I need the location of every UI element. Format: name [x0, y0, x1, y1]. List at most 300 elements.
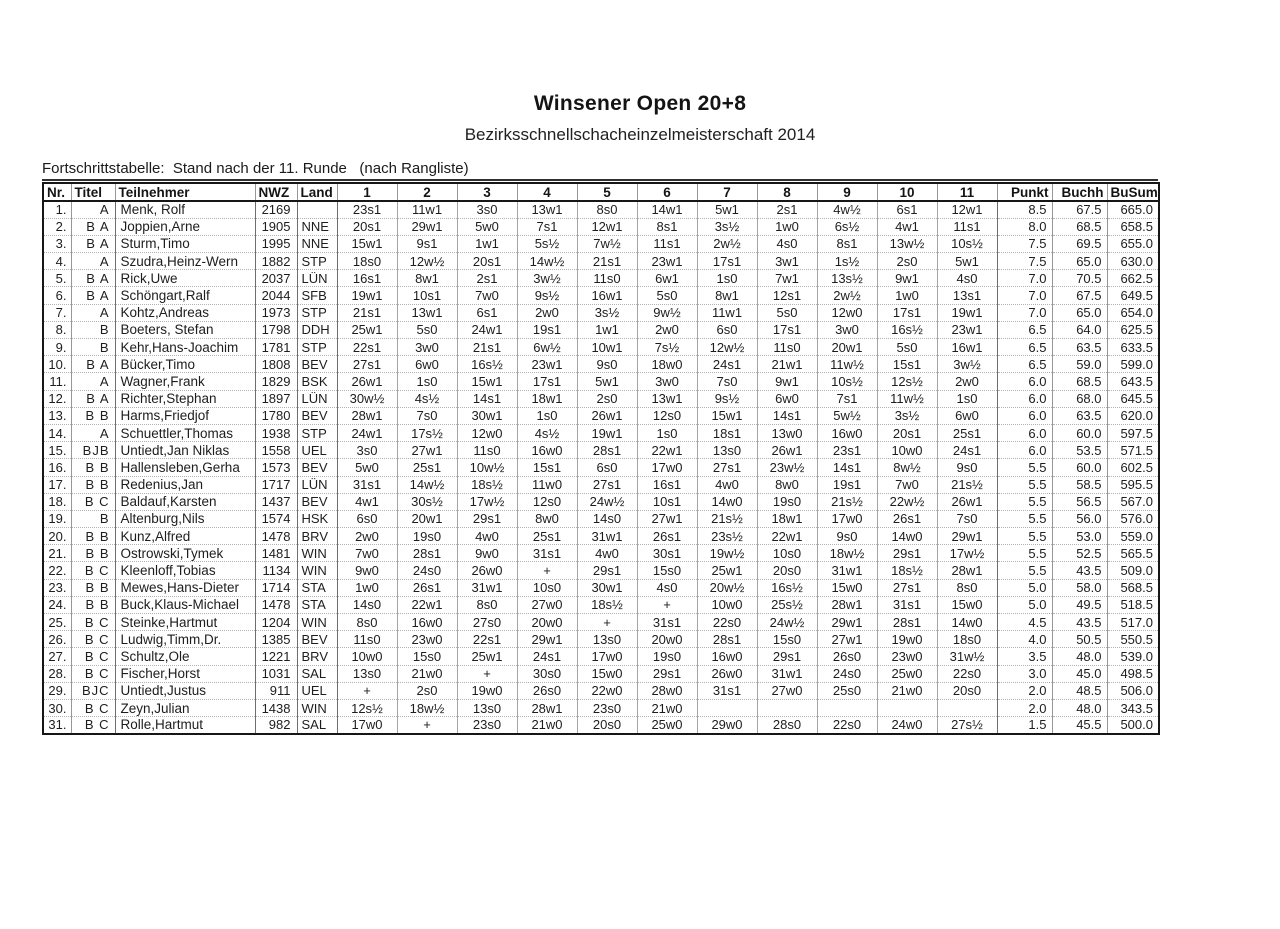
cell-round: 26s0	[517, 682, 577, 699]
cell-round: 20s1	[457, 253, 517, 270]
cell-titel: B A	[71, 218, 115, 235]
cell-round: 2s1	[757, 201, 817, 218]
cell-buchh: 45.5	[1052, 717, 1107, 734]
cell-titel: B	[71, 510, 115, 527]
cell-round	[937, 699, 997, 716]
cell-round: 24w½	[577, 493, 637, 510]
cell-round: 18w½	[817, 545, 877, 562]
col-header-6: 6	[637, 183, 697, 201]
cell-round: 5s0	[877, 339, 937, 356]
cell-round: 1s0	[517, 407, 577, 424]
cell-nwz: 911	[255, 682, 297, 699]
cell-round: 15s0	[397, 648, 457, 665]
cell-nwz: 1938	[255, 424, 297, 441]
cell-round: 27w0	[757, 682, 817, 699]
cell-round: 22s0	[697, 614, 757, 631]
cell-round: 13s0	[337, 665, 397, 682]
cell-round: 3w1	[757, 253, 817, 270]
cell-round: 4w½	[817, 201, 877, 218]
cell-round: 5s0	[637, 287, 697, 304]
cell-round: 4s½	[397, 390, 457, 407]
cell-busum: 654.0	[1107, 304, 1159, 321]
cell-round: 13w1	[397, 304, 457, 321]
cell-round: 4s0	[757, 235, 817, 252]
cell-land: UEL	[297, 682, 337, 699]
cell-round: 29w1	[937, 528, 997, 545]
cell-round: 6s1	[457, 304, 517, 321]
cell-punkt: 2.0	[997, 682, 1052, 699]
cell-round: 8s0	[577, 201, 637, 218]
cell-buchh: 43.5	[1052, 614, 1107, 631]
cell-round: 9s½	[517, 287, 577, 304]
cell-nr: 5.	[43, 270, 71, 287]
cell-punkt: 8.5	[997, 201, 1052, 218]
cell-busum: 599.0	[1107, 356, 1159, 373]
cell-round: 2s0	[397, 682, 457, 699]
cell-nwz: 2044	[255, 287, 297, 304]
cell-round: 14w½	[517, 253, 577, 270]
cell-round: 4s0	[937, 270, 997, 287]
cell-round: 3s½	[577, 304, 637, 321]
cell-round: 17w½	[937, 545, 997, 562]
cell-name: Bücker,Timo	[115, 356, 255, 373]
cell-punkt: 7.5	[997, 235, 1052, 252]
cell-round: 23w0	[397, 631, 457, 648]
cell-round: 3w0	[637, 373, 697, 390]
cell-land: LÜN	[297, 270, 337, 287]
cell-titel: B B	[71, 596, 115, 613]
col-header-1: 1	[337, 183, 397, 201]
cell-round: 27s½	[937, 717, 997, 734]
cell-land: LÜN	[297, 476, 337, 493]
table-row	[43, 339, 1159, 356]
cell-round	[817, 699, 877, 716]
col-header-7: 7	[697, 183, 757, 201]
cell-name: Untiedt,Jan Niklas	[115, 442, 255, 459]
cell-titel: B B	[71, 407, 115, 424]
cell-round: 17w0	[637, 459, 697, 476]
cell-punkt: 7.0	[997, 287, 1052, 304]
cell-round: 8w1	[697, 287, 757, 304]
cell-nr: 28.	[43, 665, 71, 682]
cell-round: 7s1	[517, 218, 577, 235]
cell-round: 27s0	[457, 614, 517, 631]
cell-buchh: 65.0	[1052, 304, 1107, 321]
cell-round: 17s1	[877, 304, 937, 321]
cell-round: 17s½	[397, 424, 457, 441]
cell-round: 12s½	[877, 373, 937, 390]
cell-land: STP	[297, 253, 337, 270]
cell-busum: 565.5	[1107, 545, 1159, 562]
cell-round: 15w1	[697, 407, 757, 424]
cell-round: 25s½	[757, 596, 817, 613]
cell-punkt: 2.0	[997, 699, 1052, 716]
cell-round: 1s0	[397, 373, 457, 390]
cell-round: 9s1	[397, 235, 457, 252]
cell-buchh: 53.0	[1052, 528, 1107, 545]
cell-round: 28w1	[817, 596, 877, 613]
cell-buchh: 58.0	[1052, 579, 1107, 596]
cell-round: 11s0	[757, 339, 817, 356]
cell-round: 12w½	[697, 339, 757, 356]
cell-nr: 21.	[43, 545, 71, 562]
table-row	[43, 442, 1159, 459]
cell-round: 29w1	[817, 614, 877, 631]
cell-titel: BJB	[71, 442, 115, 459]
cell-round: 3s½	[697, 218, 757, 235]
cell-round: 29w1	[397, 218, 457, 235]
cell-name: Schultz,Ole	[115, 648, 255, 665]
cell-busum: 498.5	[1107, 665, 1159, 682]
cell-buchh: 48.5	[1052, 682, 1107, 699]
cell-round: 9w1	[757, 373, 817, 390]
cell-round: 11s0	[577, 270, 637, 287]
cell-round: 11w1	[697, 304, 757, 321]
cell-land: WIN	[297, 562, 337, 579]
cell-round: 1w0	[337, 579, 397, 596]
cell-titel: B C	[71, 493, 115, 510]
cell-round: 22s1	[337, 339, 397, 356]
cell-round: 21s½	[937, 476, 997, 493]
cell-buchh: 48.0	[1052, 699, 1107, 716]
cell-round: 18s½	[577, 596, 637, 613]
cell-round: 3w0	[817, 321, 877, 338]
cell-punkt: 6.0	[997, 424, 1052, 441]
table-row	[43, 459, 1159, 476]
cell-nwz: 1808	[255, 356, 297, 373]
document-subtitle: Bezirksschnellschacheinzelmeisterschaft 2014	[464, 125, 816, 144]
cell-round: 27w1	[637, 510, 697, 527]
cell-round: 26w0	[457, 562, 517, 579]
cell-busum: 595.5	[1107, 476, 1159, 493]
col-header-2: 2	[397, 183, 457, 201]
cell-punkt: 5.5	[997, 476, 1052, 493]
cell-name: Hallensleben,Gerha	[115, 459, 255, 476]
cell-name: Altenburg,Nils	[115, 510, 255, 527]
cell-round: 28s1	[577, 442, 637, 459]
cell-round: 14w1	[637, 201, 697, 218]
cell-buchh: 60.0	[1052, 424, 1107, 441]
cell-round: 4w0	[577, 545, 637, 562]
cell-nwz: 1481	[255, 545, 297, 562]
cell-round: 22w½	[877, 493, 937, 510]
col-header-11: 11	[937, 183, 997, 201]
cell-round: 12w½	[397, 253, 457, 270]
cell-round: 3s0	[337, 442, 397, 459]
cell-land: NNE	[297, 235, 337, 252]
cell-nr: 26.	[43, 631, 71, 648]
cell-round: 5w½	[817, 407, 877, 424]
table-row	[43, 596, 1159, 613]
col-header-4: 4	[517, 183, 577, 201]
cell-punkt: 7.0	[997, 270, 1052, 287]
cell-punkt: 5.0	[997, 596, 1052, 613]
cell-round: 16w0	[817, 424, 877, 441]
cell-nr: 6.	[43, 287, 71, 304]
cell-round: 28s1	[397, 545, 457, 562]
header-row	[43, 183, 1159, 201]
cell-round: 16w1	[577, 287, 637, 304]
cell-round: 25w0	[877, 665, 937, 682]
cell-nwz: 1438	[255, 699, 297, 716]
cell-nwz: 1134	[255, 562, 297, 579]
cell-round: 4s0	[637, 579, 697, 596]
cell-busum: 649.5	[1107, 287, 1159, 304]
cell-round: 18w0	[637, 356, 697, 373]
cell-round: 31w1	[457, 579, 517, 596]
cell-round: 15w0	[817, 579, 877, 596]
cell-land: SFB	[297, 287, 337, 304]
cell-round: 24s1	[517, 648, 577, 665]
cell-punkt: 7.5	[997, 253, 1052, 270]
cell-round: 30w1	[577, 579, 637, 596]
cell-round: 31w½	[937, 648, 997, 665]
cell-round: 10w½	[457, 459, 517, 476]
table-row	[43, 201, 1159, 218]
cell-punkt: 5.5	[997, 545, 1052, 562]
cell-round: 3s½	[877, 407, 937, 424]
cell-round: 20s1	[877, 424, 937, 441]
cell-land: WIN	[297, 699, 337, 716]
cell-round: 9s0	[577, 356, 637, 373]
cell-land: STP	[297, 424, 337, 441]
cell-nwz: 1717	[255, 476, 297, 493]
cell-round: 14s1	[757, 407, 817, 424]
cell-round: 5w1	[577, 373, 637, 390]
table-row	[43, 493, 1159, 510]
cell-buchh: 69.5	[1052, 235, 1107, 252]
cell-round: 23s1	[817, 442, 877, 459]
cell-busum: 500.0	[1107, 717, 1159, 734]
cell-round: 6s0	[697, 321, 757, 338]
cell-round: 14s1	[817, 459, 877, 476]
cell-round: 7s½	[637, 339, 697, 356]
table-row	[43, 579, 1159, 596]
cell-round: 10w0	[877, 442, 937, 459]
cell-round: +	[637, 596, 697, 613]
cell-land	[297, 201, 337, 218]
cell-titel: B C	[71, 648, 115, 665]
cell-round: 24w½	[757, 614, 817, 631]
table-row	[43, 407, 1159, 424]
cell-titel: B	[71, 321, 115, 338]
cell-round: 7s0	[397, 407, 457, 424]
cell-round: 16w1	[937, 339, 997, 356]
cell-nwz: 1973	[255, 304, 297, 321]
cell-busum: 539.0	[1107, 648, 1159, 665]
cell-round: 12w1	[577, 218, 637, 235]
cell-round: 7s0	[697, 373, 757, 390]
cell-round: 2s1	[457, 270, 517, 287]
cell-round: 12s0	[637, 407, 697, 424]
cell-round: 15s0	[637, 562, 697, 579]
cell-land: LÜN	[297, 390, 337, 407]
cell-titel: B B	[71, 476, 115, 493]
cell-buchh: 43.5	[1052, 562, 1107, 579]
cell-round: 15w1	[337, 235, 397, 252]
cell-round: 18w1	[757, 510, 817, 527]
cell-round: 14s0	[577, 510, 637, 527]
cell-round: 6w½	[517, 339, 577, 356]
cell-round: 10s½	[937, 235, 997, 252]
cell-punkt: 5.5	[997, 510, 1052, 527]
cell-round: 4w1	[877, 218, 937, 235]
cell-round: 6s0	[577, 459, 637, 476]
cell-buchh: 48.0	[1052, 648, 1107, 665]
table-row	[43, 287, 1159, 304]
cell-round: 10s0	[517, 579, 577, 596]
cell-round: 18w½	[397, 699, 457, 716]
cell-land: SAL	[297, 717, 337, 734]
cell-round: 30s1	[637, 545, 697, 562]
cell-nr: 10.	[43, 356, 71, 373]
cell-round: 1w0	[877, 287, 937, 304]
cell-round: 4s½	[517, 424, 577, 441]
cell-busum: 576.0	[1107, 510, 1159, 527]
cell-buchh: 67.5	[1052, 287, 1107, 304]
cell-round: 26s1	[877, 510, 937, 527]
cell-round: 1s0	[637, 424, 697, 441]
cell-land: BRV	[297, 648, 337, 665]
cell-round: 17w½	[457, 493, 517, 510]
cell-round: 8s0	[337, 614, 397, 631]
cell-round: 28s0	[757, 717, 817, 734]
cell-round: 25s1	[397, 459, 457, 476]
cell-round: 11w½	[877, 390, 937, 407]
cell-buchh: 58.5	[1052, 476, 1107, 493]
table-row	[43, 545, 1159, 562]
cell-nr: 25.	[43, 614, 71, 631]
cell-titel: B C	[71, 631, 115, 648]
cell-round: 19s0	[397, 528, 457, 545]
cell-land: BEV	[297, 631, 337, 648]
cell-round: 18w1	[517, 390, 577, 407]
cell-round: 1w0	[757, 218, 817, 235]
table-row	[43, 682, 1159, 699]
cell-round: 11s1	[937, 218, 997, 235]
cell-round: 5w0	[457, 218, 517, 235]
cell-round: 31w1	[577, 528, 637, 545]
cell-name: Fischer,Horst	[115, 665, 255, 682]
cell-round: +	[577, 614, 637, 631]
cell-round: 15s1	[877, 356, 937, 373]
cell-land: WIN	[297, 545, 337, 562]
cell-round: 21w0	[517, 717, 577, 734]
cell-nwz: 2169	[255, 201, 297, 218]
cell-busum: 506.0	[1107, 682, 1159, 699]
cell-round: 24w0	[877, 717, 937, 734]
cell-titel: B B	[71, 545, 115, 562]
cell-nr: 12.	[43, 390, 71, 407]
cell-round: 8w0	[517, 510, 577, 527]
col-header-buchh: Buchh	[1052, 183, 1107, 201]
cell-buchh: 49.5	[1052, 596, 1107, 613]
cell-nwz: 1780	[255, 407, 297, 424]
cell-land: BEV	[297, 459, 337, 476]
cell-round: 26w1	[937, 493, 997, 510]
cell-punkt: 8.0	[997, 218, 1052, 235]
cell-round: 15s1	[517, 459, 577, 476]
cell-round: 12w1	[937, 201, 997, 218]
cell-round: 27w1	[817, 631, 877, 648]
cell-round: 8s1	[817, 235, 877, 252]
cell-round: 17w0	[577, 648, 637, 665]
table-row	[43, 373, 1159, 390]
table-row	[43, 510, 1159, 527]
cell-name: Richter,Stephan	[115, 390, 255, 407]
cell-nwz: 1574	[255, 510, 297, 527]
cell-name: Boeters, Stefan	[115, 321, 255, 338]
cell-round: 13w1	[517, 201, 577, 218]
cell-nwz: 1798	[255, 321, 297, 338]
cell-nwz: 1204	[255, 614, 297, 631]
cell-round: 30w½	[337, 390, 397, 407]
cell-round: 18s½	[877, 562, 937, 579]
cell-punkt: 6.0	[997, 390, 1052, 407]
cell-round: 16s½	[757, 579, 817, 596]
col-header-teilnehmer: Teilnehmer	[115, 183, 255, 201]
cell-round: 19w1	[937, 304, 997, 321]
cell-titel: B B	[71, 528, 115, 545]
cell-titel: A	[71, 201, 115, 218]
col-header-nwz: NWZ	[255, 183, 297, 201]
cell-titel: B C	[71, 562, 115, 579]
cell-nwz: 1478	[255, 596, 297, 613]
cell-round: 5s0	[397, 321, 457, 338]
cell-name: Menk, Rolf	[115, 201, 255, 218]
cell-titel: A	[71, 304, 115, 321]
cell-nwz: 2037	[255, 270, 297, 287]
cell-busum: 665.0	[1107, 201, 1159, 218]
cell-round: 8w0	[757, 476, 817, 493]
cell-titel: A	[71, 253, 115, 270]
cell-round: 12s0	[517, 493, 577, 510]
cell-nwz: 1031	[255, 665, 297, 682]
cell-nwz: 1897	[255, 390, 297, 407]
cell-round: 6w0	[937, 407, 997, 424]
cell-round: 6w0	[397, 356, 457, 373]
cell-round: 6w0	[757, 390, 817, 407]
cell-round: 7w0	[337, 545, 397, 562]
cell-round: 7w½	[577, 235, 637, 252]
cell-buchh: 50.5	[1052, 631, 1107, 648]
cell-punkt: 3.0	[997, 665, 1052, 682]
cell-round: 22w1	[757, 528, 817, 545]
cell-round: 25s0	[817, 682, 877, 699]
cell-round: 21w0	[397, 665, 457, 682]
cell-punkt: 6.5	[997, 339, 1052, 356]
cell-land: SAL	[297, 665, 337, 682]
col-header-5: 5	[577, 183, 637, 201]
col-header-punkt: Punkt	[997, 183, 1052, 201]
cell-buchh: 45.0	[1052, 665, 1107, 682]
cell-nr: 1.	[55, 202, 67, 218]
cell-round: 20s0	[577, 717, 637, 734]
cell-round: 8w½	[877, 459, 937, 476]
cell-busum: 643.5	[1107, 373, 1159, 390]
cell-nr: 3.	[43, 235, 71, 252]
cell-round: 30s0	[517, 665, 577, 682]
cell-round: 22s1	[457, 631, 517, 648]
cell-round: 8s1	[637, 218, 697, 235]
cell-round: 13w1	[637, 390, 697, 407]
cell-titel: B C	[71, 699, 115, 716]
cell-round: 14w0	[937, 614, 997, 631]
cell-round: 27s1	[877, 579, 937, 596]
cell-round: 18s0	[337, 253, 397, 270]
cell-nr: 13.	[43, 407, 71, 424]
cell-round: 23w0	[877, 648, 937, 665]
